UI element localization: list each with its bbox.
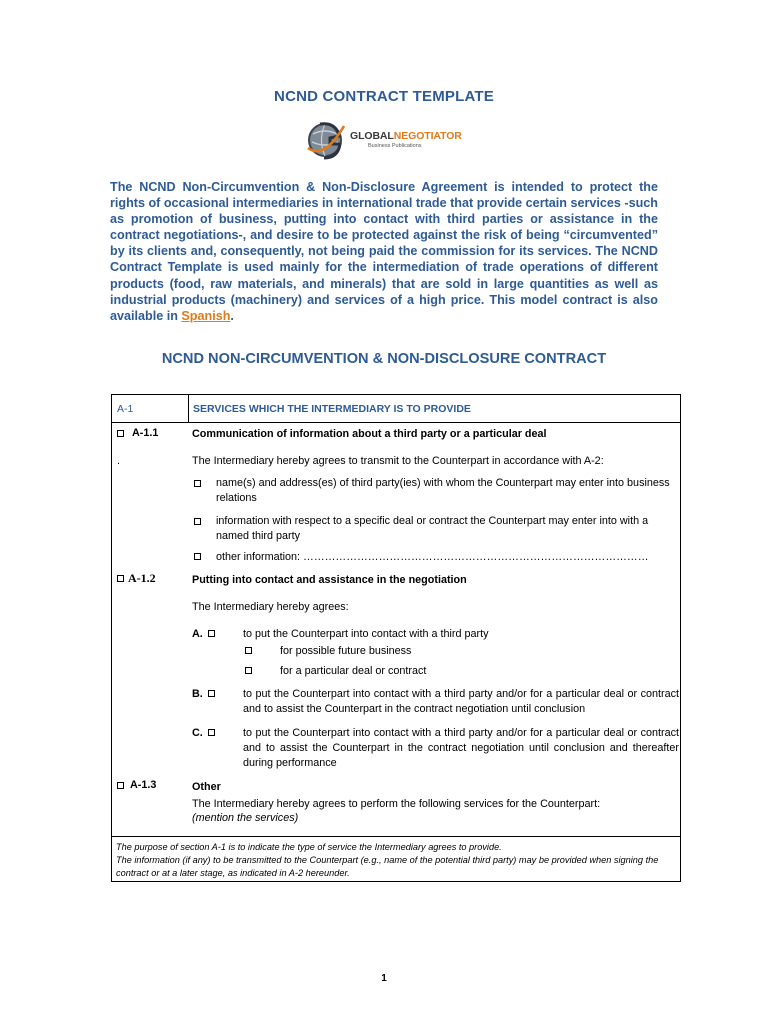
section-code: A-1 [117, 403, 134, 415]
a12-intro: The Intermediary hereby agrees: [192, 601, 349, 613]
globe-g-icon [306, 118, 346, 162]
a13-code: A-1.3 [130, 779, 157, 791]
a12-option-b-text: to put the Counterpart into contact with a third party and/or for a particular deal or contract and to assist the Counterpart in the contract negotiation until conclusion [243, 688, 679, 715]
intro-paragraph [110, 179, 658, 324]
a11-checkbox[interactable] [117, 430, 124, 437]
intro-text: The NCND Non-Circumvention & Non-Disclosure Agreement is intended to protect the rights of occasional intermediaries in international trade that provide certain services -such as promotion of business, putting into contact with third parties or assistance in the contract negotiations-, and desire to be protected against the risk of being “circumvented” by its clients and, consequently, not being paid the commission for its services. The NCND Contract Template is used mainly for the intermediation of trade operations of different products (food, raw materials, and minerals) that are sold in large quantities as well as industrial products (machinery) and services of a high price. This model contract is also available in [110, 180, 658, 323]
a12-code: A-1.2 [128, 571, 156, 585]
services-table [111, 394, 681, 882]
document-title: NCND CONTRACT TEMPLATE [274, 88, 494, 105]
footnote-line1: The purpose of section A-1 is to indicate the type of service the Intermediary agrees to provide. [116, 842, 502, 852]
globalnegotiator-logo [306, 118, 466, 162]
section-heading: SERVICES WHICH THE INTERMEDIARY IS TO PROVIDE [193, 403, 471, 415]
footnote-line2: The information (if any) to be transmitted to the Counterpart (e.g., name of the potential third party) may be provided when signing the contract or at a later stage, as indicated in A-2 hereunder. [116, 855, 659, 878]
a12-checkbox[interactable] [117, 575, 124, 582]
a13-checkbox[interactable] [117, 782, 124, 789]
a11-opt2-checkbox[interactable] [194, 518, 201, 525]
logo-name-part2: NEGOTIATOR [393, 130, 462, 142]
a12-option-a-checkbox[interactable] [208, 630, 215, 637]
a11-code: A-1.1 [132, 427, 159, 439]
a11-opt3-text: other information: …………………………………………………………………………………… [216, 551, 649, 563]
section-footnote [112, 836, 680, 882]
a12-sub2-checkbox[interactable] [245, 667, 252, 674]
a12-option-c-checkbox[interactable] [208, 729, 215, 736]
contract-title: NCND NON-CIRCUMVENTION & NON-DISCLOSURE CONTRACT [161, 351, 607, 367]
a12-option-b-label: B. [192, 688, 203, 700]
a11-opt1-text: name(s) and address(es) of third party(ies) with whom the Counterpart may enter into business relations [216, 477, 670, 504]
a12-option-c-label: C. [192, 727, 203, 739]
logo-subtitle: Business Publications [368, 143, 422, 149]
a12-heading: Putting into contact and assistance in the negotiation [192, 574, 467, 586]
a12-option-a-text: to put the Counterpart into contact with a third party [243, 628, 489, 640]
a12-option-a-label: A. [192, 628, 203, 640]
a11-opt3-checkbox[interactable] [194, 553, 201, 560]
logo-name-part1: GLOBAL [350, 130, 394, 142]
a13-hint: (mention the services) [192, 812, 299, 824]
a12-option-b-checkbox[interactable] [208, 690, 215, 697]
a12-sub1-checkbox[interactable] [245, 647, 252, 654]
a11-dot: . [117, 455, 120, 467]
a11-opt2-text: information with respect to a specific deal or contract the Counterpart may enter into with a named third party [216, 515, 649, 542]
a13-heading: Other [192, 781, 221, 793]
a12-sub2-text: for a particular deal or contract [280, 665, 427, 677]
a11-opt1-checkbox[interactable] [194, 480, 201, 487]
a11-heading: Communication of information about a third party or a particular deal [192, 428, 547, 440]
intro-end: . [230, 308, 234, 323]
table-header-row [112, 395, 680, 423]
page-number: 1 [381, 973, 387, 984]
a12-sub1-text: for possible future business [280, 645, 412, 657]
a13-intro: The Intermediary hereby agrees to perform the following services for the Counterpart: [192, 798, 601, 810]
a12-option-c-text: to put the Counterpart into contact with a third party and/or for a particular deal or contract and to assist the Counterpart in the contract negotiation until conclusion and thereafter during performance [243, 727, 679, 769]
a11-intro: The Intermediary hereby agrees to transmit to the Counterpart in accordance with A-2: [192, 455, 604, 467]
spanish-link[interactable]: Spanish [181, 308, 231, 323]
